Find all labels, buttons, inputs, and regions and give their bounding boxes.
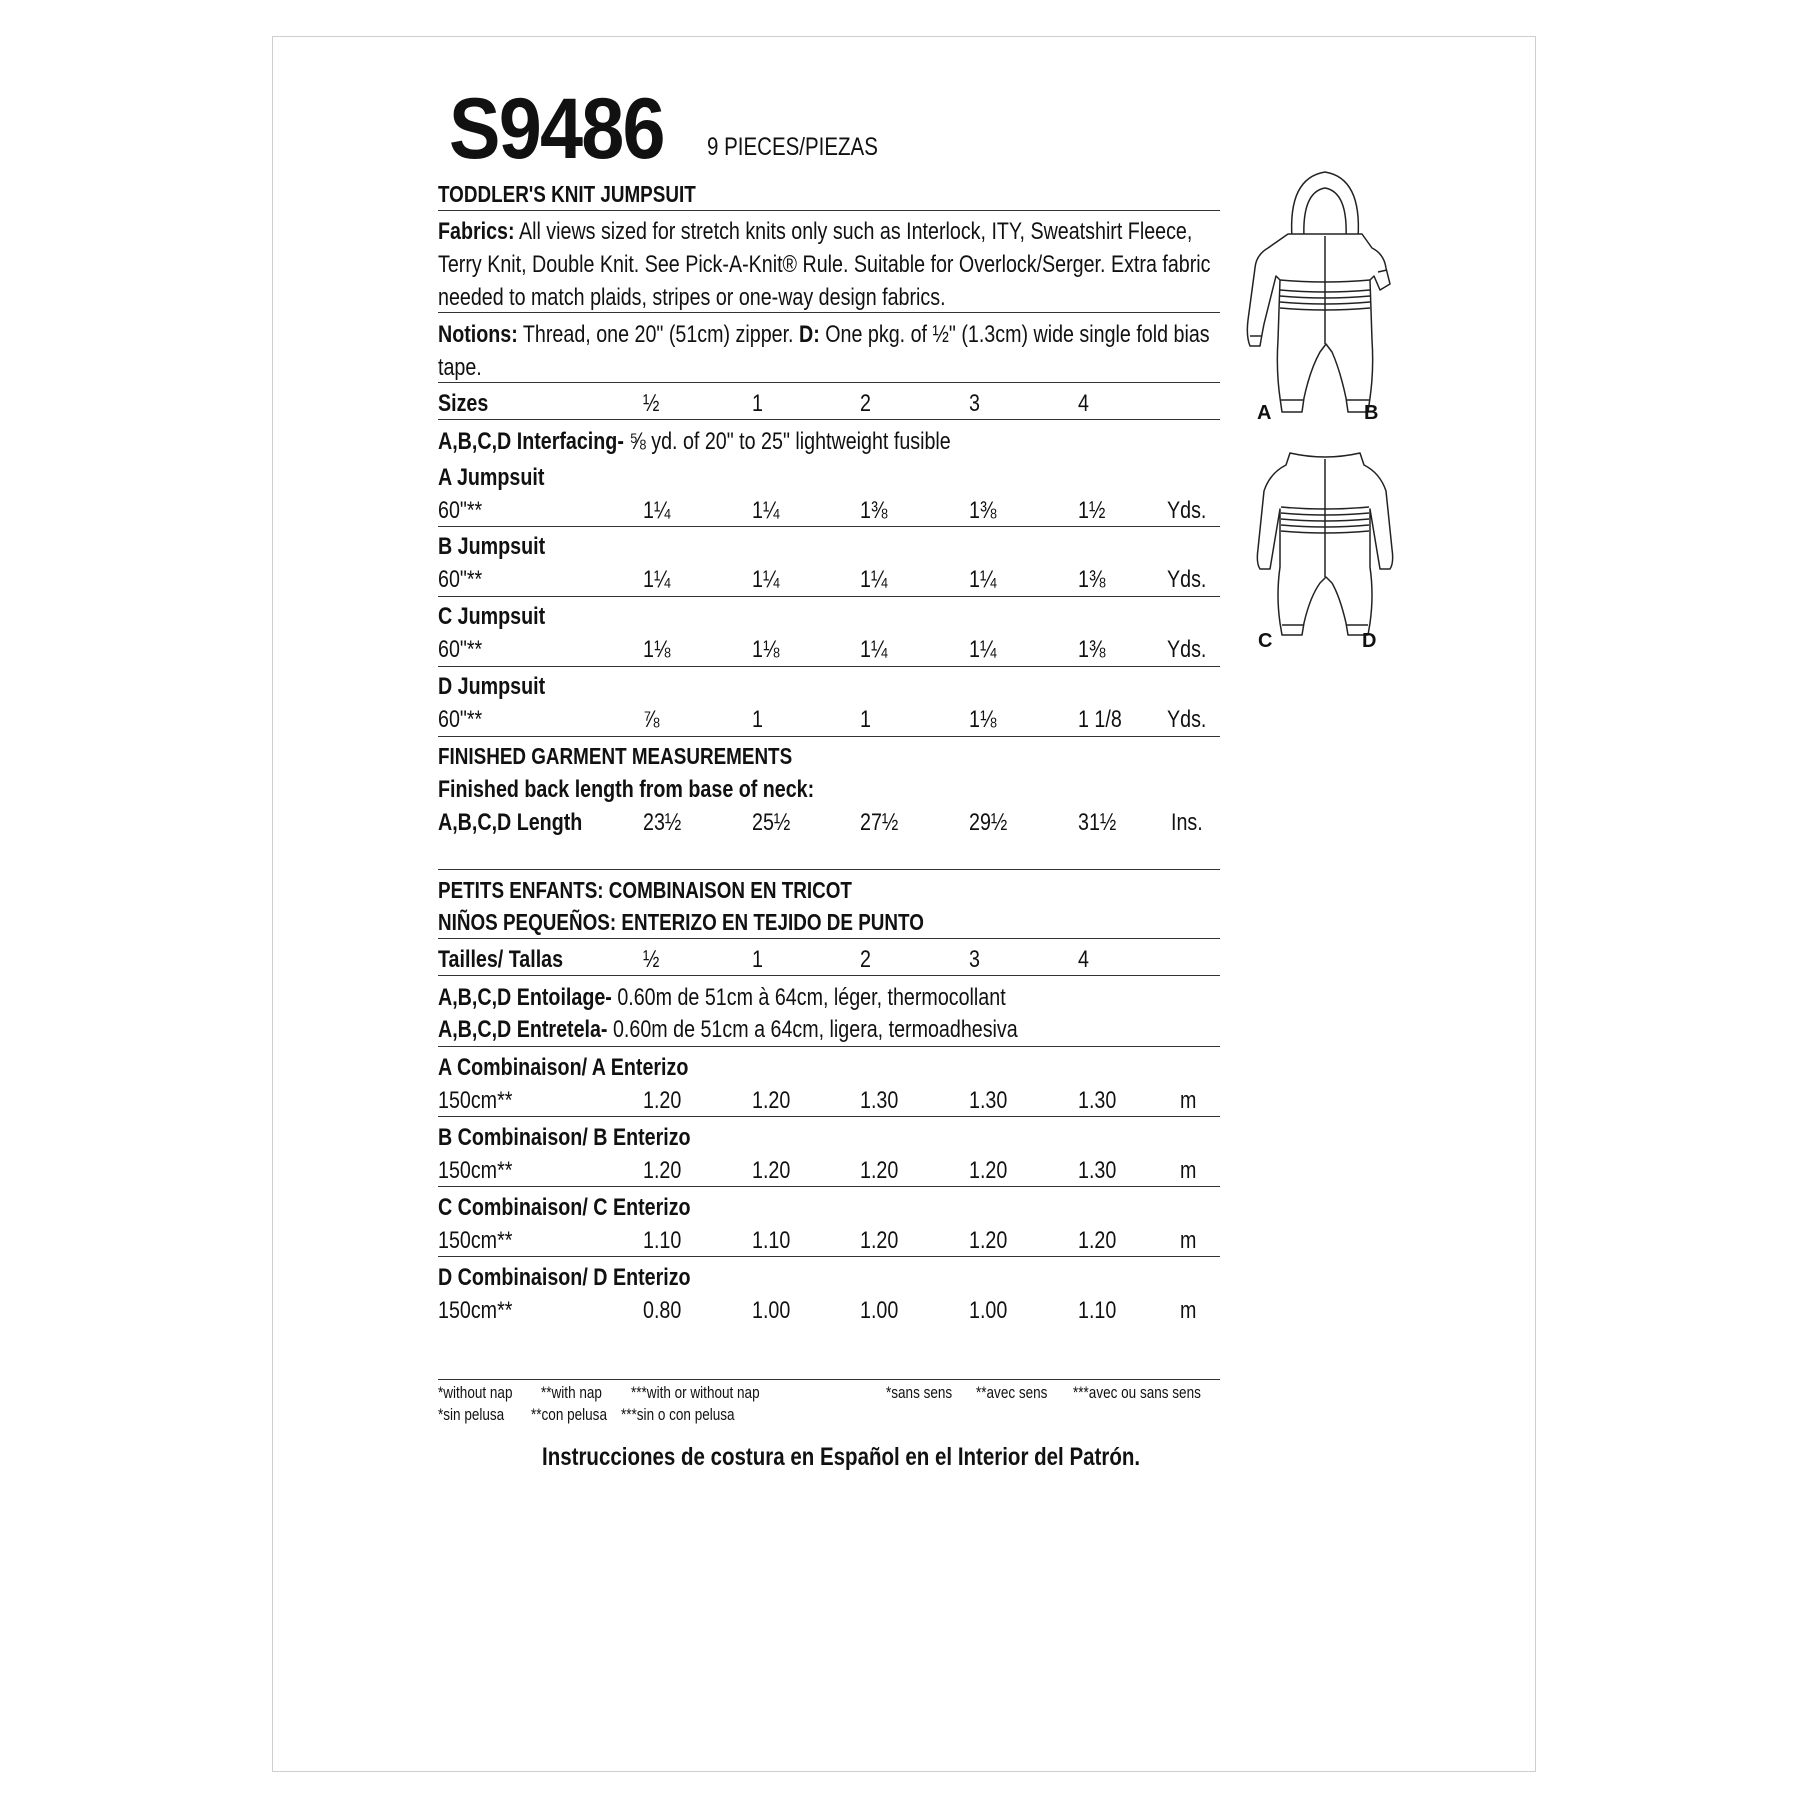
yardage-value: 1¼ — [860, 636, 888, 663]
metric-title-es: NIÑOS PEQUEÑOS: ENTERIZO EN TEJIDO DE PUNTO — [438, 909, 924, 935]
yardage-value: 1⅜ — [969, 497, 997, 524]
fabric-width: 60"** — [438, 636, 483, 663]
fabrics-line-1 — [438, 218, 1192, 246]
pattern-code: S9486 — [448, 81, 664, 177]
divider — [438, 1256, 1220, 1257]
divider — [438, 210, 1220, 211]
notions-text-a: Thread, one 20" (51cm) zipper. — [522, 321, 794, 348]
pattern-title: TODDLER'S KNIT JUMPSUIT — [438, 181, 696, 207]
meterage-value: 1.20 — [643, 1087, 682, 1114]
footnote: ***sin o con pelusa — [621, 1406, 735, 1424]
unit-label: Yds. — [1167, 497, 1207, 524]
footnote: *sans sens — [886, 1384, 953, 1402]
size-value: ½ — [643, 390, 660, 417]
divider — [438, 869, 1220, 870]
yardage-value: 1¼ — [752, 566, 780, 593]
meterage-value: 1.30 — [1078, 1087, 1117, 1114]
yardage-value: 1⅜ — [860, 497, 888, 524]
length-value: 31½ — [1078, 809, 1117, 836]
yardage-value: 1¼ — [752, 497, 780, 524]
fabric-width: 150cm** — [438, 1157, 513, 1184]
divider — [438, 938, 1220, 939]
unit-label: Ins. — [1171, 809, 1203, 836]
length-value: 27½ — [860, 809, 899, 836]
yardage-value: 1¼ — [969, 566, 997, 593]
divider — [438, 1046, 1220, 1047]
yardage-value: 1½ — [1078, 497, 1106, 524]
measurements-title: FINISHED GARMENT MEASUREMENTS — [438, 743, 793, 769]
notions-line-1 — [438, 321, 1210, 349]
fabrics-text-1: All views sized for stretch knits only such as Interlock, ITY, Sweatshirt Fleece, — [518, 218, 1193, 245]
fabric-width: 60"** — [438, 566, 483, 593]
fabrics-line-2: Terry Knit, Double Knit. See Pick-A-Knit® Rule. Suitable for Overlock/Serger. Extra fabric — [438, 251, 1211, 278]
tailles-label: Tailles/ Tallas — [438, 946, 564, 973]
unit-label: m — [1180, 1297, 1197, 1324]
view-b-label: B Jumpsuit — [438, 533, 546, 560]
yardage-value: 1⅛ — [643, 636, 671, 663]
meterage-value: 1.00 — [969, 1297, 1008, 1324]
entoilage-row — [438, 984, 1006, 1012]
meterage-value: 1.00 — [860, 1297, 899, 1324]
entretela-label: A,B,C,D Entretela- — [438, 1016, 608, 1043]
footnote: **con pelusa — [531, 1406, 607, 1424]
divider — [438, 666, 1220, 667]
meterage-value: 0.80 — [643, 1297, 682, 1324]
view-d-label: D Jumpsuit — [438, 673, 546, 700]
footnote: ***with or without nap — [631, 1384, 760, 1402]
divider — [438, 975, 1220, 976]
divider — [438, 526, 1220, 527]
unit-label: m — [1180, 1087, 1197, 1114]
fabric-width: 60"** — [438, 497, 483, 524]
meterage-value: 1.20 — [860, 1157, 899, 1184]
footnote: **with nap — [541, 1384, 602, 1402]
metric-title-fr: PETITS ENFANTS: COMBINAISON EN TRICOT — [438, 877, 852, 903]
footnote: ***avec ou sans sens — [1073, 1384, 1201, 1402]
meterage-value: 1.10 — [752, 1227, 791, 1254]
fabric-width: 60"** — [438, 706, 483, 733]
yardage-value: 1¼ — [643, 566, 671, 593]
yardage-value: 1 — [752, 706, 763, 733]
notions-d-label: D: — [799, 321, 820, 348]
jumpsuit-front-illustration — [1240, 160, 1410, 430]
meterage-value: 1.20 — [752, 1157, 791, 1184]
size-value: 2 — [860, 946, 871, 973]
length-label: A,B,C,D Length — [438, 809, 583, 836]
divider — [438, 1186, 1220, 1187]
divider — [438, 382, 1220, 383]
yardage-value: 1⅜ — [1078, 636, 1106, 663]
view-letter-c: C — [1258, 630, 1273, 652]
divider — [438, 1379, 1220, 1380]
meterage-value: 1.30 — [860, 1087, 899, 1114]
yardage-value: 1¼ — [643, 497, 671, 524]
size-value: 4 — [1078, 946, 1089, 973]
unit-label: m — [1180, 1157, 1197, 1184]
entoilage-text: 0.60m de 51cm à 64cm, léger, thermocollant — [617, 984, 1006, 1011]
entretela-row — [438, 1016, 1018, 1044]
fabrics-line-3: needed to match plaids, stripes or one-way design fabrics. — [438, 284, 946, 311]
yardage-value: 1⅛ — [752, 636, 780, 663]
view-letter-d: D — [1362, 630, 1377, 652]
divider — [438, 312, 1220, 313]
jumpsuit-back-illustration — [1240, 445, 1410, 645]
meterage-value: 1.20 — [643, 1157, 682, 1184]
fabric-width: 150cm** — [438, 1087, 513, 1114]
fabrics-label: Fabrics: — [438, 218, 515, 245]
entretela-text: 0.60m de 51cm a 64cm, ligera, termoadhesiva — [612, 1016, 1018, 1043]
footnote: **avec sens — [976, 1384, 1048, 1402]
unit-label: Yds. — [1167, 706, 1207, 733]
meterage-value: 1.20 — [1078, 1227, 1117, 1254]
yardage-value: 1⅜ — [1078, 566, 1106, 593]
size-value: 4 — [1078, 390, 1089, 417]
length-value: 29½ — [969, 809, 1008, 836]
footnote: *sin pelusa — [438, 1406, 505, 1424]
size-value: 1 — [752, 390, 763, 417]
measurements-subtitle: Finished back length from base of neck: — [438, 776, 815, 803]
entoilage-label: A,B,C,D Entoilage- — [438, 984, 612, 1011]
metric-view-a-label: A Combinaison/ A Enterizo — [438, 1054, 689, 1081]
view-a-label: A Jumpsuit — [438, 464, 545, 491]
metric-view-b-label: B Combinaison/ B Enterizo — [438, 1124, 691, 1151]
view-letter-a: A — [1257, 402, 1272, 424]
notions-line-2: tape. — [438, 354, 482, 381]
length-value: 25½ — [752, 809, 791, 836]
size-value: 1 — [752, 946, 763, 973]
yardage-value: ⅞ — [643, 706, 660, 733]
view-c-label: C Jumpsuit — [438, 603, 546, 630]
yardage-value: 1¼ — [969, 636, 997, 663]
sizes-label: Sizes — [438, 390, 489, 417]
divider — [438, 419, 1220, 420]
size-value: ½ — [643, 946, 660, 973]
yardage-value: 1⅛ — [969, 706, 997, 733]
divider — [438, 1116, 1220, 1117]
divider — [438, 736, 1220, 737]
metric-view-d-label: D Combinaison/ D Enterizo — [438, 1264, 691, 1291]
size-value: 3 — [969, 946, 980, 973]
yardage-value: 1 1/8 — [1078, 706, 1122, 733]
unit-label: Yds. — [1167, 636, 1207, 663]
yardage-value: 1 — [860, 706, 871, 733]
footnote: *without nap — [438, 1384, 513, 1402]
interfacing-row — [438, 428, 951, 456]
meterage-value: 1.30 — [969, 1087, 1008, 1114]
divider — [438, 596, 1220, 597]
interfacing-text: ⅝ yd. of 20" to 25" lightweight fusible — [629, 428, 951, 455]
meterage-value: 1.20 — [969, 1157, 1008, 1184]
pieces-count: 9 PIECES/PIEZAS — [707, 133, 878, 161]
unit-label: Yds. — [1167, 566, 1207, 593]
yardage-value: 1¼ — [860, 566, 888, 593]
meterage-value: 1.20 — [969, 1227, 1008, 1254]
metric-view-c-label: C Combinaison/ C Enterizo — [438, 1194, 691, 1221]
fabric-width: 150cm** — [438, 1297, 513, 1324]
size-value: 3 — [969, 390, 980, 417]
interfacing-label: A,B,C,D Interfacing- — [438, 428, 624, 455]
notions-text-b: One pkg. of ½" (1.3cm) wide single fold bias — [825, 321, 1210, 348]
meterage-value: 1.20 — [860, 1227, 899, 1254]
fabric-width: 150cm** — [438, 1227, 513, 1254]
meterage-value: 1.10 — [643, 1227, 682, 1254]
spanish-instructions-note: Instrucciones de costura en Español en el Interior del Patrón. — [542, 1443, 1141, 1471]
unit-label: m — [1180, 1227, 1197, 1254]
meterage-value: 1.30 — [1078, 1157, 1117, 1184]
meterage-value: 1.20 — [752, 1087, 791, 1114]
meterage-value: 1.00 — [752, 1297, 791, 1324]
notions-label: Notions: — [438, 321, 518, 348]
length-value: 23½ — [643, 809, 682, 836]
meterage-value: 1.10 — [1078, 1297, 1117, 1324]
size-value: 2 — [860, 390, 871, 417]
view-letter-b: B — [1364, 402, 1379, 424]
